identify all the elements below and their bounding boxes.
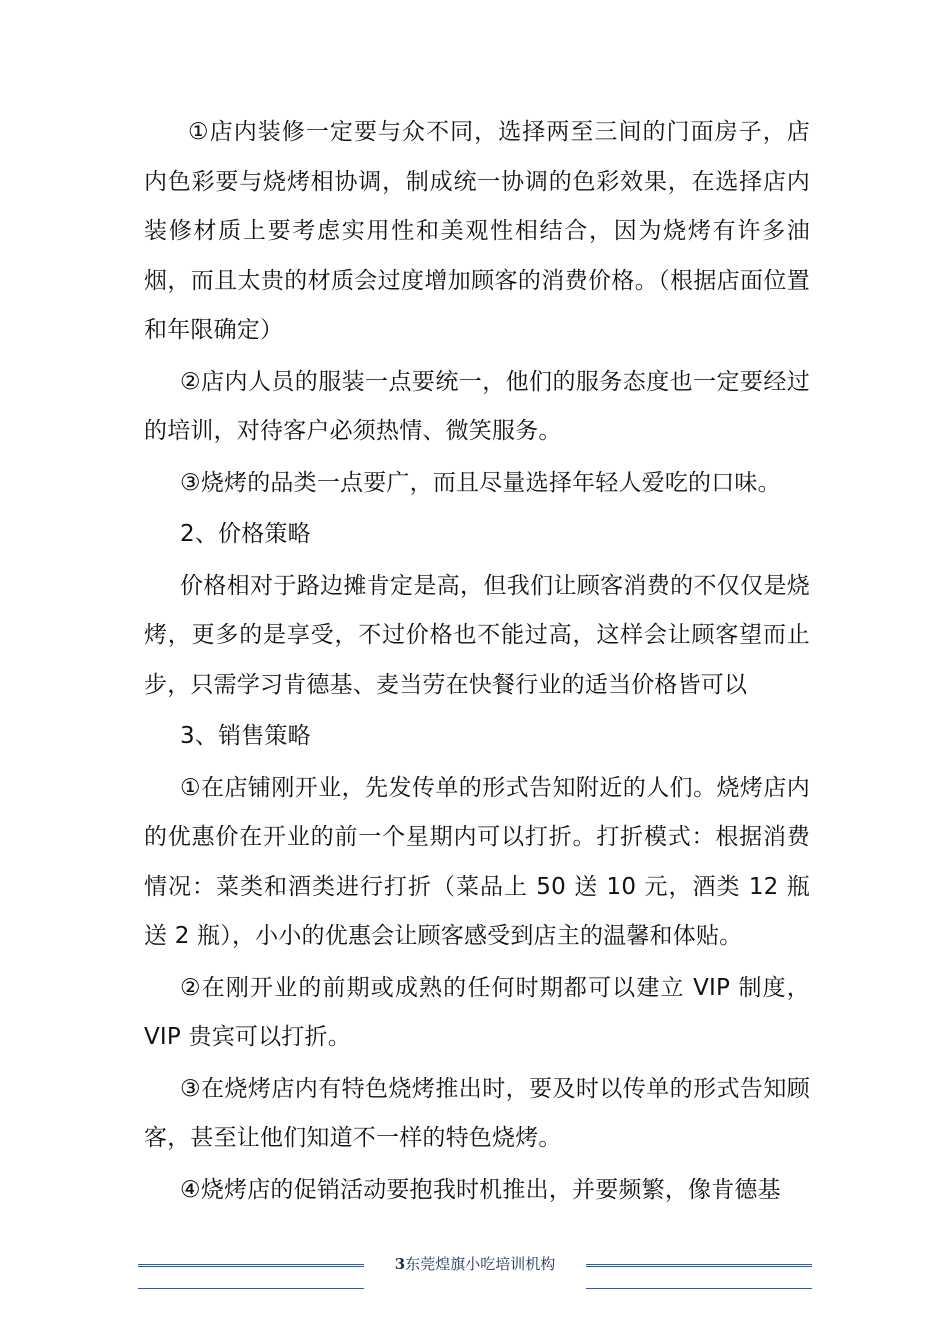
body-text bbox=[144, 108, 810, 1217]
page-number: 3 bbox=[394, 1255, 406, 1273]
footer-rule-right-top bbox=[586, 1264, 812, 1267]
footer-rule-left-bottom bbox=[138, 1288, 364, 1289]
paragraph-opening-discount: ①在店铺刚开业，先发传单的形式告知附近的人们。烧烤店内的优惠价在开业的前一个星期内可以打折。打折模式：根据消费情况：菜类和酒类进行打折（菜品上 50 送 10 元，酒类 12 瓶送 2 瓶），小小的优惠会让顾客感受到店主的温馨和体贴。 bbox=[144, 774, 810, 949]
paragraph-specials: ③在烧烤店内有特色烧烤推出时，要及时以传单的形式告知顾客，甚至让他们知道不一样的特色烧烤。 bbox=[144, 1075, 810, 1151]
paragraph-promotion: ④烧烤店的促销活动要抱我时机推出，并要频繁，像肯德基 bbox=[180, 1176, 781, 1203]
org-name: 东莞煌旗小吃培训机构 bbox=[405, 1255, 556, 1273]
paragraph-vip: ②在刚开业的前期或成熟的任何时期都可以建立 VIP 制度，VIP 贵宾可以打折。 bbox=[144, 974, 810, 1050]
footer-label bbox=[368, 1252, 582, 1276]
paragraph-staff: ②店内人员的服装一点要统一，他们的服务态度也一定要经过的培训，对待客户必须热情、微笑服务。 bbox=[144, 368, 810, 444]
page-footer bbox=[0, 1252, 950, 1302]
heading-price-strategy: 2、价格策略 bbox=[180, 521, 311, 547]
footer-rule-left-top bbox=[138, 1264, 364, 1267]
paragraph-variety: ③烧烤的品类一点要广，而且尽量选择年轻人爱吃的口味。 bbox=[180, 469, 781, 496]
paragraph-price: 价格相对于路边摊肯定是高，但我们让顾客消费的不仅仅是烧烤，更多的是享受，不过价格也不能过高，这样会让顾客望而止步，只需学习肯德基、麦当劳在快餐行业的适当价格皆可以 bbox=[144, 572, 810, 698]
paragraph-decoration: ①店内装修一定要与众不同，选择两至三间的门面房子，店内色彩要与烧烤相协调，制成统一协调的色彩效果，在选择店内装修材质上要考虑实用性和美观性相结合，因为烧烤有许多油烟，而且太贵的材质会过度增加顾客的消费价格。（根据店面位置和年限确定） bbox=[144, 119, 810, 343]
footer-rule-right-bottom bbox=[586, 1288, 812, 1289]
heading-sales-strategy: 3、销售策略 bbox=[180, 723, 311, 749]
